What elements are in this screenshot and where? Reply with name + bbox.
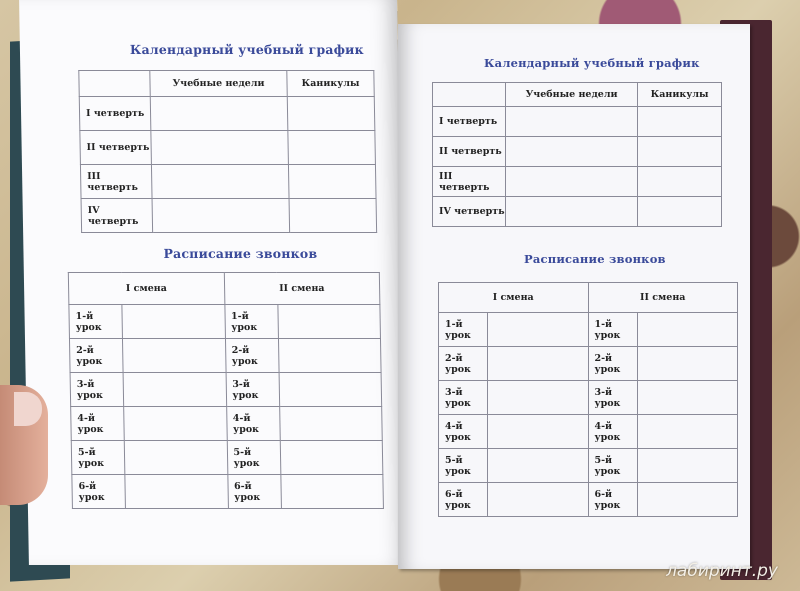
quarter-label: IV четверть (81, 199, 153, 233)
lesson-label: 1-й урок (224, 305, 278, 339)
shift-header: I смена (68, 273, 224, 305)
weeks-header: Учебные недели (506, 83, 638, 107)
calendar-title: Календарный учебный график (129, 42, 364, 57)
lesson-label: 6-й урок (588, 483, 637, 517)
quarter-label: IV четверть (433, 197, 506, 227)
shift-header: II смена (224, 273, 380, 305)
bells-table (438, 282, 738, 517)
holidays-header: Каникулы (638, 83, 722, 107)
lesson-label: 4-й урок (588, 415, 637, 449)
lesson-label: 2-й урок (588, 347, 637, 381)
shift-header: II смена (588, 283, 738, 313)
lesson-label: 6-й урок (72, 475, 126, 509)
lesson-label: 5-й урок (71, 441, 125, 475)
lesson-label: 1-й урок (69, 305, 123, 339)
lesson-label: 4-й урок (226, 407, 280, 441)
right-page (398, 24, 750, 569)
lesson-label: 2-й урок (225, 339, 279, 373)
lesson-label: 6-й урок (439, 483, 488, 517)
lesson-label: 5-й урок (588, 449, 637, 483)
quarter-label: II четверть (433, 137, 506, 167)
calendar-title: Календарный учебный график (484, 56, 700, 70)
bells-table (68, 272, 384, 509)
watermark: лабиринт.ру (666, 561, 778, 581)
bells-title: Расписание звонков (524, 252, 666, 266)
lesson-label: 2-й урок (69, 339, 123, 373)
quarter-label: III четверть (433, 167, 506, 197)
lesson-label: 4-й урок (439, 415, 488, 449)
lesson-label: 5-й урок (227, 441, 281, 475)
lesson-label: 3-й урок (439, 381, 488, 415)
lesson-label: 2-й урок (439, 347, 488, 381)
left-page (19, 0, 407, 565)
quarter-label: II четверть (80, 131, 152, 165)
lesson-label: 5-й урок (439, 449, 488, 483)
lesson-label: 6-й урок (227, 475, 281, 509)
calendar-table (78, 70, 377, 233)
quarter-label: III четверть (80, 165, 152, 199)
holidays-header: Каникулы (287, 71, 374, 97)
quarter-label: I четверть (433, 107, 506, 137)
lesson-label: 4-й урок (71, 407, 125, 441)
weeks-header: Учебные недели (150, 71, 288, 97)
lesson-label: 3-й урок (588, 381, 637, 415)
lesson-label: 3-й урок (70, 373, 124, 407)
lesson-label: 3-й урок (226, 373, 280, 407)
quarter-label: I четверть (79, 97, 151, 131)
shift-header: I смена (439, 283, 589, 313)
bells-title: Расписание звонков (163, 246, 318, 261)
lesson-label: 1-й урок (439, 313, 488, 347)
calendar-table (432, 82, 722, 227)
lesson-label: 1-й урок (588, 313, 637, 347)
